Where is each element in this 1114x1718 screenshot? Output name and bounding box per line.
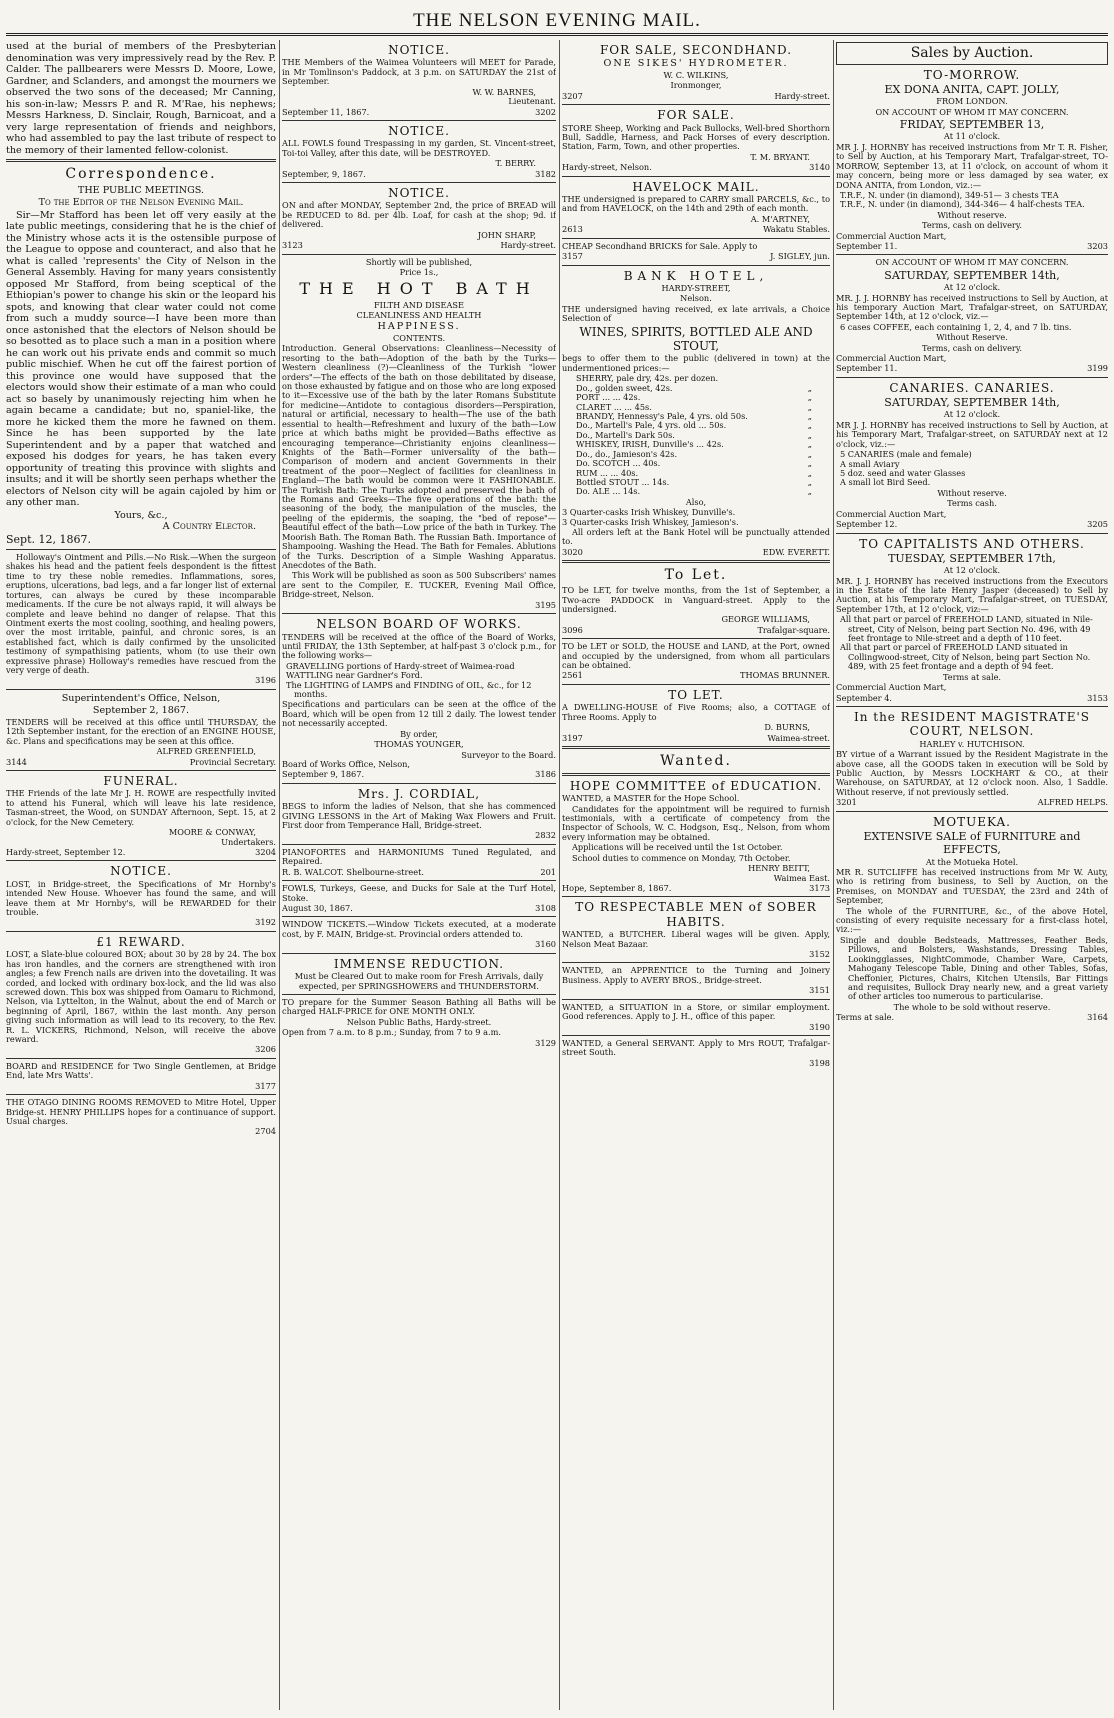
terms: Terms, cash on delivery. (922, 220, 1022, 231)
reduction-heading: IMMENSE REDUCTION. (333, 956, 505, 971)
ad-ref: 3157 (562, 251, 583, 262)
ad-ref: 3196 (255, 675, 276, 686)
tender-date: September 2, 1867. (92, 705, 190, 717)
board-works-signature: THOMAS YOUNGER, (374, 739, 464, 750)
price-item: Do., do., Jamieson's 42s. (576, 448, 678, 459)
hope-address: Waimea East. (773, 872, 830, 883)
price-item: Do. SCOTCH ... 40s. (576, 458, 661, 469)
bank-hotel-heading: BANK HOTEL, (623, 268, 769, 283)
cordial-heading: Mrs. J. CORDIAL, (357, 786, 481, 801)
ad-ref: 3108 (535, 903, 556, 914)
land-body: MR. J. J. HORNBY has received instructions from the Executors in the Estate of the late Henry Jasper (deceased) to Sell by Auction, at his Temporary Mart, Trafalgar-street, on TUESDAY, September 17th, at 12 o'clock, viz:— (836, 575, 1108, 614)
apprentice-body: WANTED, an APPRENTICE to the Turning and Joinery Business. Apply to AVERY BROS., Bridge-street. (562, 965, 830, 985)
cordial-body: BEGS to inform the ladies of Nelson, that she has commenced GIVING LESSONS in the Art of Making Wax Flowers and Fruit. First door from Temperance Hall, Bridge-street. (282, 801, 556, 831)
hope-date: Hope, September 8, 1867. (562, 882, 672, 893)
motueka-items: Single and double Bedsteads, Mattresses, Feather Beds, Pillows, and Bolsters, Washstands, Dressing Tables, Lookingglasses, NightCommode, Chamber Ware, Carpets, Mahogany Telescope Table, Dining and other Tables, Sofas, Cheffonier, Pictures, Chairs, Kitchen Utensils, Bar Fittings and requisites, Bullock Dray nearly new, and a great variety of other articles too numerous to particularise. (840, 934, 1108, 1002)
ad-ref: 3144 (6, 756, 27, 767)
letter-date: Sept. 12, 1867. (6, 532, 91, 546)
court-heading: In the RESIDENT MAGISTRATE'S COURT, NELSON. (853, 710, 1091, 739)
auction-date: September 11. (836, 363, 898, 374)
letter-closing: Yours, &c., (114, 509, 168, 521)
hydrometer-title: ONE SIKES' HYDROMETER. (603, 58, 789, 70)
divider (562, 684, 830, 685)
letter-addressee: To the Editor of the Nelson Evening Mail. (38, 197, 244, 209)
without-reserve: Without reserve. (937, 487, 1007, 498)
ad-ref: 3186 (535, 769, 556, 780)
lost-specs-body: LOST, in Bridge-street, the Specifications of Mr Hornby's intended New House. Whoever has found the same, and will leave them at Mr Hornby's, will be REWARDED for their trouble. (6, 878, 276, 917)
ad-ref: 3160 (535, 939, 556, 950)
account-of: ON ACCOUNT OF WHOM IT MAY CONCERN. (875, 106, 1069, 117)
column-rule (559, 40, 560, 1710)
board-works-role: Surveyor to the Board. (461, 749, 556, 760)
ad-ref: 3206 (255, 1044, 276, 1055)
column-1 (6, 40, 276, 1710)
price-item: Do., Martell's Pale, 4 yrs. old ... 50s. (576, 420, 727, 431)
ad-ref: 3153 (1087, 692, 1108, 703)
funeral-report-end: used at the burial of members of the Presbyterian denomination was very impressively read by the Rev. P. Calder. The pallbearers were Messrs D. Moore, Lowe, Gardner, and Sclanders, and amongst the mourners we observed the two sons of the deceased; Mr Canning, his son-in-law; Messrs P. and R. M'Rae, his nephews; Messrs Harkness, D. Sinclair, Rough, Barnicoat, and a very large representation of friends and neighbors, who had assembled to pay the last tribute of respect to the memory of their lamented fellow-colonist. (6, 41, 276, 156)
board-works-body: TENDERS will be received at the office of the Board of Works, until FRIDAY, the 13th September, at half-past 3 o'clock p.m., for the following works— (282, 631, 556, 661)
divider (6, 689, 276, 690)
dining-rooms-body: THE OTAGO DINING ROOMS REMOVED to Mitre Hotel, Upper Bridge-st. HENRY PHILLIPS hopes for a continuance of support. Usual charges. (6, 1097, 276, 1126)
bread-address: Hardy-street. (500, 240, 556, 251)
letter-signature: A Country Elector. (162, 521, 256, 533)
divider (562, 1035, 830, 1036)
lot-item: 5 CANARIES (male and female) (840, 449, 972, 460)
sober-habits-heading: TO RESPECTABLE MEN of SOBER HABITS. (575, 900, 817, 929)
book-note: This Work will be published as soon as 500 Subscribers' names are sent to the Compiler, E. TUCKER, Evening Mail Office, Bridge-street, Nelson. (282, 570, 556, 600)
hope-body-4: School duties to commence on Monday, 7th October. (572, 852, 791, 863)
bank-hotel-also-item: 3 Quarter-casks Irish Whiskey, Jamieson's. (562, 516, 739, 527)
divider (562, 999, 830, 1000)
divider (6, 549, 276, 550)
ad-ref: 2561 (562, 670, 583, 681)
terms: Terms at sale. (942, 671, 1002, 682)
auction-mart: Commercial Auction Mart, (836, 508, 947, 519)
board-residence-body: BOARD and RESIDENCE for Two Single Gentlemen, at Bridge End, late Mrs Watts'. (6, 1060, 276, 1081)
board-works-body-2: Specifications and particulars can be seen at the office of the Board, which will be open from 12 till 2 daily. The lowest tender not necessarily accepted. (282, 699, 556, 729)
ad-ref: 3197 (562, 732, 583, 743)
book-line: FILTH AND DISEASE (373, 299, 464, 310)
sales-by-auction-heading: Sales by Auction. (836, 42, 1108, 65)
without-reserve: Without Reserve. (936, 332, 1008, 343)
notice-heading: NOTICE. (110, 864, 172, 879)
motueka-body: MR R. SUTCLIFFE has received instructions from Mr W. Auty, who is retiring from business, to Sell by Auction, on the Premises, on MONDAY and TUESDAY, the 23rd and 24th of September, (836, 866, 1108, 906)
house-land-signature: THOMAS BRUNNER. (740, 670, 830, 681)
divider (282, 844, 556, 845)
ad-ref: 3195 (535, 599, 556, 610)
ad-ref: 3201 (836, 797, 857, 808)
ad-ref: 3199 (1087, 363, 1108, 374)
motueka-terms: Terms at sale. (836, 1012, 895, 1023)
motueka-venue: At the Motueka Hotel. (925, 856, 1019, 867)
price-ditto: „ (807, 392, 812, 403)
bank-hotel-signature: EDW. EVERETT. (762, 546, 830, 557)
baths-signature: Nelson Public Baths, Hardy-street. (346, 1016, 492, 1027)
court-signature: ALFRED HELPS. (1037, 797, 1108, 808)
ad-ref: 3204 (255, 846, 276, 857)
bank-hotel-town: Nelson. (680, 293, 712, 304)
account-of: ON ACCOUNT OF WHOM IT MAY CONCERN. (875, 257, 1069, 268)
situation-body: WANTED, a SITUATION in a Store, or similar employment. Good references. Apply to J. H., office of this paper. (562, 1001, 830, 1022)
masthead (6, 6, 1108, 36)
divider (836, 811, 1108, 812)
tender-office: Superintendent's Office, Nelson, (61, 692, 221, 704)
price-item: PORT ... ... 42s. (576, 392, 641, 403)
store-sheep-body: STORE Sheep, Working and Pack Bullocks, Well-bred Shorthorn Bull, Saddle, Harness, and Pack Horses of every description. Station, Farm, Town, and other properties. (562, 122, 830, 152)
ad-ref: 3192 (255, 917, 276, 928)
bank-hotel-also: Also, (685, 496, 707, 507)
auction-date: September 12. (836, 519, 898, 530)
sale-time: At 11 o'clock. (943, 131, 1001, 142)
fowls-notice-body: ALL FOWLS found Trespassing in my garden, St. Vincent-street, Toi-toi Valley, after this date, will be DESTROYED. (282, 138, 556, 158)
book-line: CLEANLINESS AND HEALTH (356, 309, 482, 320)
bank-hotel-body: THE undersigned having received, ex late arrivals, a Choice Selection of (562, 303, 830, 324)
hydrometer-trade: Ironmonger, (670, 80, 722, 91)
motueka-heading: MOTUEKA. (933, 814, 1011, 829)
divider (836, 706, 1108, 707)
notice-heading: NOTICE. (388, 186, 450, 200)
bryant-signature: T. M. BRYANT. (750, 151, 810, 162)
motueka-title: EXTENSIVE SALE of FURNITURE and EFFECTS, (863, 830, 1081, 857)
divider (562, 962, 830, 963)
piano-body: PIANOFORTES and HARMONIUMS Tuned Regulated, and Repaired. (282, 846, 556, 867)
ad-ref: 3129 (535, 1037, 556, 1048)
bank-hotel-body-2: begs to offer them to the public (delivered in town) at the undermentioned prices:— (562, 353, 830, 373)
funeral-role: Undertakers. (221, 836, 276, 847)
bread-body: ON and after MONDAY, September 2nd, the price of BREAD will be REDUCED to 8d. per 4lb. Loaf, for cash at the shop; 9d. if delivered. (282, 200, 556, 230)
column-rule (279, 40, 280, 1710)
letter-title: THE PUBLIC MEETINGS. (77, 184, 205, 196)
book-contents-body: Introduction. General Observations: Cleanliness—Necessity of resorting to the bath—Adoption of the bath by the Turks—Western cleanliness (?)—Cleanliness of the Turkish "lower orders"—The effects of the bath on those debilitated by disease, on those exhausted by fatigue and on those who are long exposed to it—Excessive use of the bath by the later Romans Substitute for medicine—Antidote to contagious disorders—Perspiration, natural or artificial, necessary to health—The use of the bath essential to health—Refreshment and luxury of the bath—Low price at which baths might be provided—Baths effective as encouraging temperance—Christianity enjoins cleanliness—Knights of the Bath—Former universality of the bath—Comparison of modern and ancient Governments in their treatment of the poor—Neglect of facilities for cleanliness in England—The bath would be common were it FASHIONABLE. The Turkish Bath: The Turks adopted and preserved the bath of the Romans and Greeks—The five operations of the bath: the seasoning of the body, the manipulation of the muscles, the peeling of the epidermis, the soaping, the "bed of repose"—Beautiful effect of the bath—Low price of the bath in Turkey. The Moorish Bath. The Roman Bath. The Russian Bath. Importance of Shampooing. Washing the Head. The Bath for Females. Ablutions of the Turks. Description of a Simple Washing Apparatus. Anecdotes of the Bath. (282, 343, 556, 570)
notice-heading: NOTICE. (388, 43, 450, 57)
ad-ref: 3151 (809, 985, 830, 996)
lot-item: T.R.F., N. under (in diamond), 344-346— 4 half-chests TEA. (840, 199, 1085, 210)
divider (6, 860, 276, 861)
piano-signature: R. B. WALCOT. Shelbourne-street. (282, 866, 424, 877)
ad-ref: 3123 (282, 240, 303, 251)
divider (562, 265, 830, 266)
book-price: Price 1s., (399, 266, 439, 277)
price-item: SHERRY, pale dry, 42s. per dozen. (576, 373, 719, 384)
butcher-body: WANTED, a BUTCHER. Liberal wages will be given. Apply, Nelson Meat Bazaar. (562, 929, 830, 949)
ad-ref: 3205 (1087, 519, 1108, 530)
auction-mart: Commercial Auction Mart, (836, 682, 947, 693)
letter-body: Sir—Mr Stafford has been let off very easily at the late public meetings, considering that he is the chief of the Ministry whose acts it is the ostensible purpose of the League to oppose and counteract, and also that he what is called 'represents' the City of Nelson in the General Assembly. Having for many years consistently opposed Mr Stafford, from being sceptical of the Ethiopian's power to change his skin or the leopard his spots, and knowing that clear water could not come from such a muddy source—I have been more than once astonished that the electors of Nelson should be so besotted as to place such a man in a position where he can work out his private ends and commit so much public mischief. When he cut off the fairest portion of this province one would have supposed that the electors would show their estimate of a man who could act so basely by unanimously rejecting him when he again became a candidate; but no, spaniel-like, the more he kicked them the more he fawned on them. Since he has been supported by the late Superintendent and by a paper that watched and exposed his dodges for years, he has taken every opportunity of treating this province with slights and insults; and it will be shortly seen perhaps whether the electors of Nelson city will be again cajoled by him or any other man. (6, 209, 276, 509)
reward-heading: £1 REWARD. (96, 934, 186, 949)
works-item: GRAVELLING portions of Hardy-street of Waimea-road (286, 660, 515, 671)
terms: Terms cash. (947, 498, 997, 509)
divider (836, 533, 1108, 534)
dona-anita-title: EX DONA ANITA, CAPT. JOLLY, (884, 83, 1060, 97)
auction-date: September 11. (836, 241, 898, 252)
divider (562, 176, 830, 177)
book-pre: Shortly will be published, (365, 256, 473, 267)
divider (282, 916, 556, 917)
bank-hotel-body-3: All orders left at the Bank Hotel will be punctually attended to. (562, 527, 830, 547)
divider (562, 238, 830, 239)
divider (282, 783, 556, 784)
ad-ref: 3198 (809, 1057, 830, 1068)
ad-ref: 2613 (562, 224, 583, 235)
divider (562, 773, 830, 776)
servant-body: WANTED, a General SERVANT. Apply to Mrs ROUT, Trafalgar-street South. (562, 1037, 830, 1058)
sale-date: SATURDAY, SEPTEMBER 14th, (884, 268, 1060, 282)
paddock-address: Trafalgar-square. (757, 624, 830, 635)
havelock-body: THE undersigned is prepared to CARRY small PARCELS, &c., to and from HAVELOCK, on the 14th and 29th of each month. (562, 194, 830, 214)
for-sale-heading: FOR SALE. (657, 108, 735, 123)
ad-ref: 2832 (535, 830, 556, 841)
sale-date: TUESDAY, SEPTEMBER 17th, (888, 551, 1056, 565)
hydrometer-address: Hardy-street. (774, 90, 830, 101)
column-2 (282, 40, 556, 1710)
price-ditto: „ (807, 420, 812, 431)
divider (282, 182, 556, 183)
divider (6, 1094, 276, 1095)
house-land-body: TO be LET or SOLD, the HOUSE and LAND, at the Port, owned and occupied by the undersigned, from whom all particulars can be obtained. (562, 641, 830, 671)
ad-ref: 3190 (809, 1021, 830, 1032)
book-title: THE HOT BATH (299, 279, 539, 299)
funeral-heading: FUNERAL. (103, 774, 179, 788)
to-let-heading-2: TO LET. (668, 687, 724, 702)
divider (562, 560, 830, 563)
hope-body-3: Applications will be received until the 1st October. (572, 842, 783, 853)
price-item: WHISKEY, IRISH, Dunville's ... 42s. (576, 439, 724, 450)
hope-body-2: Candidates for the appointment will be required to furnish testimonials, with a certificate of competency from the Inspector of Schools, W. C. Hodgson, Esq., Nelson, from whom every information may be obtained. (562, 803, 830, 842)
funeral-body: THE Friends of the late Mr J. H. ROWE are respectfully invited to attend his Funeral, which will leave his late residence, Tasman-street, the Wood, on SUNDAY Afternoon, Sept. 15, at 2 o'clock, for the New Cemetery. (6, 788, 276, 827)
dwelling-address: Waimea-street. (767, 732, 830, 743)
paddock-signature: GEORGE WILLIAMS, (721, 614, 810, 625)
funeral-signature: MOORE & CONWAY, (168, 827, 256, 838)
price-item: Do., golden sweet, 42s. (576, 382, 673, 393)
divider (6, 931, 276, 932)
ad-ref: 3203 (1087, 241, 1108, 252)
lot-item: All that part or parcel of FREEHOLD LAND situated in Collingwood-street, City of Nelson, being part Section No. 489, with 25 feet frontage and a depth of 94 feet. (840, 642, 1091, 672)
price-item: RUM ... ... 40s. (576, 467, 639, 478)
column-rule (833, 40, 834, 1710)
ad-ref: 3152 (809, 949, 830, 959)
court-case: HARLEY v. HUTCHISON. (919, 738, 1025, 749)
ad-ref: 3202 (535, 106, 556, 117)
price-item: Bottled STOUT ... 14s. (576, 476, 670, 487)
price-item: CLARET ... ... 45s. (576, 401, 652, 412)
wanted-heading: Wanted. (660, 752, 732, 769)
board-works-heading: NELSON BOARD OF WORKS. (316, 617, 522, 632)
ad-ref: 3140 (809, 162, 830, 173)
price-ditto: „ (807, 439, 812, 450)
hope-signature: HENRY BEITT, (748, 863, 810, 874)
hope-body: WANTED, a MASTER for the Hope School. (562, 793, 740, 804)
sale-time: At 12 o'clock. (943, 409, 1001, 420)
holloway-ad: Holloway's Ointment and Pills.—No Risk.—When the surgeon shakes his head and the patient feels despondent is the fittest time to try these noble remedies. Inflammations, sores, eruptions, ulcerations, bad legs, and a far longer list of external tortures, can always be cured by these incomparable medicaments. If the cure be not always rapid, it will always be complete and leave behind no danger of relapse. That this Ointment exerts the most cooling, soothing, and healing powers, over the most irritable, painful, and chronic sores, is an established fact, which is daily confirmed by the unsolicited testimony of sympathising patients, whom (to use their own expressive phrase) Holloway's remedies have rescued from the very verge of death. (6, 551, 276, 676)
tomorrow-heading: TO-MORROW. (923, 67, 1021, 82)
price-ditto: „ (807, 429, 812, 440)
canaries-body: MR J. J. HORNBY has received instructions to Sell by Auction, at his Temporary Mart, Trafalgar-street, on SATURDAY next at 12 o'clock, viz.:— (836, 419, 1108, 449)
lot-item: T.R.F., N. under (in diamond), 349-51— 3 chests TEA (840, 189, 1059, 200)
price-item: BRANDY, Hennessy's Pale, 4 yrs. old 50s. (576, 410, 748, 421)
ad-ref: 201 (540, 866, 556, 877)
price-ditto: „ (807, 410, 812, 421)
volunteers-body: THE Members of the Waimea Volunteers will MEET for Parade, in Mr Tomlinson's Paddock, at 3 p.m. on SATURDAY the 21st of September. (282, 57, 556, 87)
divider (282, 120, 556, 121)
havelock-address: Wakatu Stables. (763, 224, 830, 235)
bricks-body: CHEAP Secondhand BRICKS for Sale. Apply to (562, 240, 758, 251)
ad-ref: 3177 (255, 1080, 276, 1091)
divider (562, 896, 830, 897)
canaries-heading: CANARIES. CANARIES. (889, 380, 1055, 395)
bryant-address: Hardy-street, Nelson. (562, 162, 652, 173)
divider (836, 377, 1108, 378)
correspondence-heading: Correspondence. (65, 166, 217, 182)
newspaper-title: THE NELSON EVENING MAIL. (413, 10, 701, 31)
column-4 (836, 40, 1108, 1710)
fowls-date: September, 9, 1867. (282, 168, 366, 179)
divider (836, 254, 1108, 255)
motueka-whole: The whole to be sold without reserve. (893, 1001, 1051, 1012)
for-sale-secondhand-heading: FOR SALE, SECONDHAND. (599, 43, 793, 57)
price-ditto: „ (807, 476, 812, 487)
ad-ref: 3173 (809, 882, 830, 893)
book-line: HAPPINESS. (377, 321, 461, 333)
fowls-sale-date: August 30, 1867. (282, 903, 353, 914)
lost-box-body: LOST, a Slate-blue coloured BOX; about 30 by 28 by 24. The box has iron handles, and the corners are strengthened with iron angles; a few French nails are driven into the dovetailing. It was corded, and locked with ordinary box-lock, and the lid was also screwed down. This box was shipped from Oamaru to Richmond, Nelson, via Lyttelton, in the Walnut, about the end of March or beginning of April, 1867, within the last month. Any person giving such information as will lead to its recovery, to the Rev. R. L. VICKERS, Richmond, Nelson, will receive the above reward. (6, 949, 276, 1045)
bread-signature: JOHN SHARP, (477, 229, 536, 240)
auction-mart: Commercial Auction Mart, (836, 230, 947, 241)
lot-item: A small Aviary (840, 458, 900, 469)
price-ditto: „ (807, 486, 812, 497)
bricks-signature: J. SIGLEY, jun. (770, 251, 830, 262)
bank-hotel-title: WINES, SPIRITS, BOTTLED ALE AND STOUT, (579, 324, 813, 354)
tender-signature: ALFRED GREENFIELD, (156, 746, 256, 757)
divider (282, 254, 556, 255)
price-list (562, 374, 830, 496)
column-3 (562, 40, 830, 1710)
divider (6, 1058, 276, 1059)
price-ditto: „ (807, 467, 812, 478)
bank-hotel-street: HARDY-STREET, (661, 282, 731, 293)
divider (282, 953, 556, 954)
paddock-body: TO be LET, for twelve months, from the 1st of September, a Two-acre PADDOCK in Vanguard-street. Apply to the undersigned. (562, 585, 830, 614)
divider (282, 994, 556, 995)
auction-mart: Commercial Auction Mart, (836, 353, 947, 364)
lot-item: A small lot Bird Seed. (840, 477, 931, 488)
price-item: Do., Martell's Dark 50s. (576, 429, 675, 440)
fowls-signature: T. BERRY. (495, 158, 536, 169)
sale-time: At 12 o'clock. (943, 282, 1001, 293)
havelock-mail-heading: HAVELOCK MAIL. (632, 179, 760, 194)
divider (6, 770, 276, 771)
divider (282, 613, 556, 614)
price-ditto: „ (807, 448, 812, 459)
ad-ref: 3164 (1087, 1012, 1108, 1023)
price-ditto: „ (807, 458, 812, 469)
bank-hotel-also-item: 3 Quarter-casks Irish Whiskey, Dunville's. (562, 507, 736, 518)
notice-heading: NOTICE. (388, 123, 450, 138)
dona-anita-from: FROM LONDON. (936, 96, 1008, 107)
coffee-body: MR. J. J. HORNBY has received instructions to Sell by Auction, at his temporary Auction Mart, Trafalgar-street, on SATURDAY, September 14th, at 12 o'clock, viz.— (836, 292, 1108, 322)
price-ditto: „ (807, 382, 812, 393)
sale-date: FRIDAY, SEPTEMBER 13, (899, 118, 1045, 132)
terms: Terms, cash on delivery. (922, 342, 1022, 353)
capitalists-heading: TO CAPITALISTS AND OTHERS. (859, 536, 1085, 551)
by-order: By order, (400, 728, 438, 739)
board-works-date: September 9, 1867. (282, 769, 365, 780)
baths-hours: Open from 7 a.m. to 8 p.m.; Sunday, from 7 to 9 a.m. (282, 1027, 501, 1038)
motueka-body-2: The whole of the FURNITURE, &c., of the above Hotel, consisting of every requisite necessary for a first-class hotel, viz.:— (836, 905, 1108, 935)
price-row (562, 487, 830, 496)
hydrometer-signature: W. C. WILKINS, (663, 69, 729, 80)
dwelling-signature: D. BURNS, (764, 722, 810, 733)
auction-date: September 4. (836, 692, 893, 703)
funeral-date: Hardy-street, September 12. (6, 846, 126, 857)
volunteers-date: September 11, 1867. (282, 106, 370, 117)
tender-body: TENDERS will be received at this office until THURSDAY, the 12th September instant, for the erection of an ENGINE HOUSE, &c. Plans and specifications may be seen at this office. (6, 716, 276, 746)
ad-ref: 3182 (535, 168, 556, 179)
tender-title: Provincial Secretary. (189, 756, 276, 767)
works-item: The LIGHTING of LAMPS and FINDING of OIL, &c., for 12 months. (286, 679, 532, 700)
to-let-heading: To Let. (664, 567, 728, 584)
divider (6, 159, 276, 162)
without-reserve: Without reserve. (937, 209, 1007, 220)
court-body: BY virtue of a Warrant issued by the Resident Magistrate in the above case, all the GOODS taken in execution will be Sold by Public Auction, by Messrs LOCKHART & CO., at their Warehouse, on SATURDAY, at 12 o'clock noon. Also, 1 Saddle. Without reserve, if not previously settled. (836, 749, 1108, 797)
divider (562, 638, 830, 639)
volunteers-signature: W. W. BARNES, (472, 86, 536, 97)
lot-item: 5 doz. seed and water Glasses (840, 467, 966, 478)
ad-ref: 2704 (255, 1126, 276, 1137)
baths-body: TO prepare for the Summer Season Bathing all Baths will be charged HALF-PRICE for ONE MONTH ONLY. (282, 996, 556, 1017)
divider (562, 104, 830, 105)
havelock-signature: A. M'ARTNEY, (750, 213, 810, 224)
ad-ref: 3020 (562, 546, 583, 557)
dwelling-body: A DWELLING-HOUSE of Five Rooms; also, a COTTAGE of Three Rooms. Apply to (562, 702, 830, 722)
lot-item: All that part or parcel of FREEHOLD LAND, situated in Nile-street, City of Nelson, being part Section No. 496, with 49 feet frontage to Nile-street and a depth of 110 feet. (840, 614, 1093, 644)
book-contents: CONTENTS. (392, 332, 446, 343)
divider (282, 880, 556, 881)
volunteers-rank: Lieutenant. (508, 96, 556, 107)
sale-date: SATURDAY, SEPTEMBER 14th, (884, 396, 1060, 410)
ad-ref: 3207 (562, 90, 583, 101)
hope-committee-heading: HOPE COMMITTEE of EDUCATION. (569, 778, 823, 793)
divider (562, 746, 830, 749)
board-works-office: Board of Works Office, Nelson, (282, 758, 411, 769)
window-tickets-body: WINDOW TICKETS.—Window Tickets executed, at a moderate cost, by F. MAIN, Bridge-st. Provincial orders attended to. (282, 919, 556, 939)
lot-item: 6 cases COFFEE, each containing 1, 2, 4, and 7 lb. tins. (840, 321, 1072, 332)
reduction-body: Must be Cleared Out to make room for Fresh Arrivals, daily expected, per SPRINGSHOWERS and THUNDERSTORM. (294, 971, 544, 991)
fowls-sale-body: FOWLS, Turkeys, Geese, and Ducks for Sale at the Turf Hotel, Stoke. (282, 883, 556, 903)
price-item: Do. ALE ... 14s. (576, 486, 641, 497)
dona-anita-body: MR J. J. HORNBY has received instructions from Mr T. R. Fisher, to Sell by Auction, at his Temporary Mart, Trafalgar-street, TO-MORROW, September 13, at 11 o'clock, on account of whom it may concern, being more or less damaged by sea water, ex DONA ANITA, from London, viz.:— (836, 141, 1108, 190)
ad-ref: 3096 (562, 624, 583, 635)
works-item: WATTLING near Gardner's Ford. (286, 670, 423, 681)
sale-time: At 12 o'clock. (943, 565, 1001, 576)
price-ditto: „ (807, 401, 812, 412)
